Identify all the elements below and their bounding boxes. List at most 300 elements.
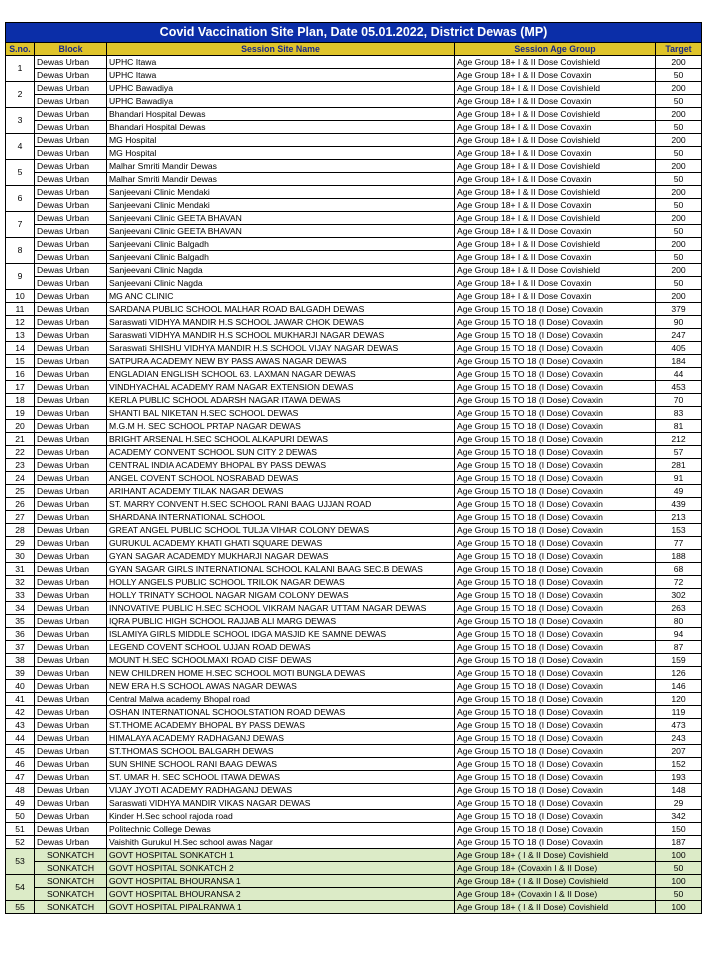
cell-session-site: Malhar Smriti Mandir Dewas (107, 160, 455, 173)
cell-session-site: ARIHANT ACADEMY TILAK NAGAR DEWAS (107, 485, 455, 498)
cell-target: 439 (656, 498, 702, 511)
table-row (6, 186, 702, 199)
table-row (6, 758, 702, 771)
cell-age-group: Age Group 15 TO 18 (I Dose) Covaxin (455, 719, 656, 732)
cell-block: Dewas Urban (35, 706, 107, 719)
cell-session-site: Sanjeevani Clinic Mendaki (107, 199, 455, 212)
table-body (6, 56, 702, 914)
cell-block: Dewas Urban (35, 394, 107, 407)
table-row (6, 524, 702, 537)
cell-sno: 23 (6, 459, 35, 472)
cell-session-site: NEW ERA H.S SCHOOL AWAS NAGAR DEWAS (107, 680, 455, 693)
cell-session-site: ST. MARRY CONVENT H.SEC SCHOOL RANI BAAG UJJAN ROAD (107, 498, 455, 511)
cell-age-group: Age Group 18+ I & II Dose Covishield (455, 212, 656, 225)
cell-age-group: Age Group 18+ I & II Dose Covishield (455, 264, 656, 277)
cell-target: 188 (656, 550, 702, 563)
cell-age-group: Age Group 18+ I & II Dose Covishield (455, 186, 656, 199)
cell-sno: 50 (6, 810, 35, 823)
cell-sno: 6 (6, 186, 35, 212)
table-row (6, 706, 702, 719)
cell-sno: 5 (6, 160, 35, 186)
header-session-site: Session Site Name (107, 43, 455, 56)
cell-age-group: Age Group 15 TO 18 (I Dose) Covaxin (455, 797, 656, 810)
cell-age-group: Age Group 18+ I & II Dose Covishield (455, 134, 656, 147)
cell-target: 200 (656, 82, 702, 95)
cell-block: Dewas Urban (35, 277, 107, 290)
cell-target: 57 (656, 446, 702, 459)
cell-sno: 33 (6, 589, 35, 602)
cell-age-group: Age Group 15 TO 18 (I Dose) Covaxin (455, 615, 656, 628)
cell-target: 213 (656, 511, 702, 524)
cell-sno: 25 (6, 485, 35, 498)
table-row (6, 810, 702, 823)
cell-age-group: Age Group 15 TO 18 (I Dose) Covaxin (455, 511, 656, 524)
cell-sno: 26 (6, 498, 35, 511)
table-row (6, 420, 702, 433)
table-row (6, 121, 702, 134)
cell-session-site: GOVT HOSPITAL PIPALRANWA 1 (107, 901, 455, 914)
cell-age-group: Age Group 18+ I & II Dose Covaxin (455, 225, 656, 238)
table-row (6, 654, 702, 667)
table-row (6, 823, 702, 836)
cell-block: Dewas Urban (35, 498, 107, 511)
cell-session-site: SUN SHINE SCHOOL RANI BAAG DEWAS (107, 758, 455, 771)
cell-block: Dewas Urban (35, 589, 107, 602)
cell-target: 207 (656, 745, 702, 758)
cell-age-group: Age Group 15 TO 18 (I Dose) Covaxin (455, 641, 656, 654)
cell-block: Dewas Urban (35, 212, 107, 225)
table-row (6, 355, 702, 368)
cell-session-site: IQRA PUBLIC HIGH SCHOOL RAJJAB ALI MARG DEWAS (107, 615, 455, 628)
cell-block: Dewas Urban (35, 160, 107, 173)
cell-target: 100 (656, 901, 702, 914)
cell-target: 473 (656, 719, 702, 732)
cell-age-group: Age Group 15 TO 18 (I Dose) Covaxin (455, 407, 656, 420)
cell-block: Dewas Urban (35, 680, 107, 693)
table-row (6, 667, 702, 680)
cell-session-site: ACADEMY CONVENT SCHOOL SUN CITY 2 DEWAS (107, 446, 455, 459)
table-row (6, 485, 702, 498)
table-row (6, 56, 702, 69)
cell-sno: 51 (6, 823, 35, 836)
cell-age-group: Age Group 15 TO 18 (I Dose) Covaxin (455, 810, 656, 823)
cell-session-site: INNOVATIVE PUBLIC H.SEC SCHOOL VIKRAM NAGAR UTTAM NAGAR DEWAS (107, 602, 455, 615)
table-row (6, 849, 702, 862)
cell-block: Dewas Urban (35, 745, 107, 758)
cell-block: Dewas Urban (35, 784, 107, 797)
cell-sno: 36 (6, 628, 35, 641)
cell-sno: 54 (6, 875, 35, 901)
cell-block: Dewas Urban (35, 69, 107, 82)
cell-block: Dewas Urban (35, 836, 107, 849)
cell-block: Dewas Urban (35, 758, 107, 771)
cell-session-site: Sanjeevani Clinic GEETA BHAVAN (107, 212, 455, 225)
cell-session-site: GREAT ANGEL PUBLIC SCHOOL TULJA VIHAR COLONY DEWAS (107, 524, 455, 537)
cell-session-site: Vaishith Gurukul H.Sec school awas Nagar (107, 836, 455, 849)
cell-target: 302 (656, 589, 702, 602)
cell-block: SONKATCH (35, 849, 107, 862)
table-row (6, 264, 702, 277)
cell-session-site: HIMALAYA ACADEMY RADHAGANJ DEWAS (107, 732, 455, 745)
cell-block: Dewas Urban (35, 407, 107, 420)
header-block: Block (35, 43, 107, 56)
cell-age-group: Age Group 18+ I & II Dose Covaxin (455, 147, 656, 160)
cell-block: Dewas Urban (35, 810, 107, 823)
cell-session-site: SATPURA ACADEMY NEW BY PASS AWAS NAGAR DEWAS (107, 355, 455, 368)
cell-age-group: Age Group 15 TO 18 (I Dose) Covaxin (455, 563, 656, 576)
cell-age-group: Age Group 18+ I & II Dose Covaxin (455, 121, 656, 134)
cell-session-site: MG Hospital (107, 134, 455, 147)
cell-session-site: VINDHYACHAL ACADEMY RAM NAGAR EXTENSION DEWAS (107, 381, 455, 394)
cell-session-site: MG ANC CLINIC (107, 290, 455, 303)
cell-target: 50 (656, 199, 702, 212)
cell-sno: 21 (6, 433, 35, 446)
table-row (6, 641, 702, 654)
cell-block: Dewas Urban (35, 446, 107, 459)
table-row (6, 368, 702, 381)
table-row (6, 342, 702, 355)
cell-age-group: Age Group 15 TO 18 (I Dose) Covaxin (455, 693, 656, 706)
table-row (6, 680, 702, 693)
cell-target: 91 (656, 472, 702, 485)
table-row (6, 459, 702, 472)
cell-session-site: ST.THOMAS SCHOOL BALGARH DEWAS (107, 745, 455, 758)
table-row (6, 836, 702, 849)
cell-block: Dewas Urban (35, 693, 107, 706)
cell-target: 72 (656, 576, 702, 589)
cell-session-site: SARDANA PUBLIC SCHOOL MALHAR ROAD BALGADH DEWAS (107, 303, 455, 316)
table-row (6, 719, 702, 732)
cell-sno: 47 (6, 771, 35, 784)
cell-sno: 19 (6, 407, 35, 420)
cell-block: SONKATCH (35, 901, 107, 914)
cell-age-group: Age Group 18+ I & II Dose Covaxin (455, 95, 656, 108)
cell-age-group: Age Group 18+ (Covaxin I & II Dose) (455, 862, 656, 875)
cell-block: SONKATCH (35, 875, 107, 888)
cell-target: 50 (656, 888, 702, 901)
table-row (6, 576, 702, 589)
table-row (6, 550, 702, 563)
cell-sno: 41 (6, 693, 35, 706)
cell-block: Dewas Urban (35, 797, 107, 810)
cell-session-site: GOVT HOSPITAL BHOURANSA 2 (107, 888, 455, 901)
table-row (6, 95, 702, 108)
cell-session-site: Kinder H.Sec school rajoda road (107, 810, 455, 823)
cell-age-group: Age Group 15 TO 18 (I Dose) Covaxin (455, 524, 656, 537)
cell-age-group: Age Group 15 TO 18 (I Dose) Covaxin (455, 823, 656, 836)
cell-target: 49 (656, 485, 702, 498)
table-row (6, 797, 702, 810)
cell-age-group: Age Group 15 TO 18 (I Dose) Covaxin (455, 706, 656, 719)
cell-age-group: Age Group 15 TO 18 (I Dose) Covaxin (455, 628, 656, 641)
cell-target: 200 (656, 238, 702, 251)
cell-target: 263 (656, 602, 702, 615)
cell-sno: 24 (6, 472, 35, 485)
cell-target: 70 (656, 394, 702, 407)
cell-block: Dewas Urban (35, 290, 107, 303)
cell-target: 200 (656, 56, 702, 69)
table-row (6, 69, 702, 82)
cell-sno: 52 (6, 836, 35, 849)
table-row (6, 693, 702, 706)
cell-sno: 46 (6, 758, 35, 771)
cell-block: Dewas Urban (35, 342, 107, 355)
cell-block: Dewas Urban (35, 537, 107, 550)
cell-target: 120 (656, 693, 702, 706)
cell-block: SONKATCH (35, 862, 107, 875)
cell-block: Dewas Urban (35, 303, 107, 316)
cell-age-group: Age Group 18+ (Covaxin I & II Dose) (455, 888, 656, 901)
cell-age-group: Age Group 15 TO 18 (I Dose) Covaxin (455, 394, 656, 407)
cell-age-group: Age Group 18+ I & II Dose Covaxin (455, 173, 656, 186)
cell-age-group: Age Group 15 TO 18 (I Dose) Covaxin (455, 732, 656, 745)
cell-session-site: Politechnic College Dewas (107, 823, 455, 836)
cell-sno: 45 (6, 745, 35, 758)
cell-sno: 44 (6, 732, 35, 745)
cell-age-group: Age Group 15 TO 18 (I Dose) Covaxin (455, 420, 656, 433)
table-row (6, 433, 702, 446)
cell-session-site: ST. UMAR H. SEC SCHOOL ITAWA DEWAS (107, 771, 455, 784)
table-row (6, 134, 702, 147)
cell-session-site: KERLA PUBLIC SCHOOL ADARSH NAGAR ITAWA DEWAS (107, 394, 455, 407)
cell-sno: 48 (6, 784, 35, 797)
cell-target: 150 (656, 823, 702, 836)
table-row (6, 290, 702, 303)
cell-session-site: NEW CHILDREN HOME H.SEC SCHOOL MOTI BUNGLA DEWAS (107, 667, 455, 680)
cell-sno: 15 (6, 355, 35, 368)
cell-session-site: Saraswati VIDHYA MANDIR H.S SCHOOL MUKHARJI NAGAR DEWAS (107, 329, 455, 342)
cell-block: Dewas Urban (35, 56, 107, 69)
table-row (6, 251, 702, 264)
cell-age-group: Age Group 18+ ( I & II Dose) Covishield (455, 901, 656, 914)
cell-block: Dewas Urban (35, 173, 107, 186)
cell-session-site: GOVT HOSPITAL SONKATCH 2 (107, 862, 455, 875)
cell-block: Dewas Urban (35, 186, 107, 199)
cell-session-site: Sanjeevani Clinic GEETA BHAVAN (107, 225, 455, 238)
table-row (6, 394, 702, 407)
site-plan-table (5, 22, 702, 914)
cell-block: Dewas Urban (35, 628, 107, 641)
cell-target: 50 (656, 862, 702, 875)
table-row (6, 732, 702, 745)
cell-block: Dewas Urban (35, 511, 107, 524)
cell-session-site: Bhandari Hospital Dewas (107, 108, 455, 121)
table-row (6, 147, 702, 160)
cell-block: Dewas Urban (35, 225, 107, 238)
cell-block: Dewas Urban (35, 433, 107, 446)
cell-target: 83 (656, 407, 702, 420)
cell-block: Dewas Urban (35, 95, 107, 108)
table-row (6, 901, 702, 914)
cell-age-group: Age Group 18+ I & II Dose Covaxin (455, 251, 656, 264)
cell-target: 184 (656, 355, 702, 368)
cell-age-group: Age Group 15 TO 18 (I Dose) Covaxin (455, 602, 656, 615)
cell-session-site: ANGEL COVENT SCHOOL NOSRABAD DEWAS (107, 472, 455, 485)
table-row (6, 537, 702, 550)
cell-session-site: ISLAMIYA GIRLS MIDDLE SCHOOL IDGA MASJID KE SAMNE DEWAS (107, 628, 455, 641)
cell-age-group: Age Group 18+ I & II Dose Covishield (455, 238, 656, 251)
table-row (6, 316, 702, 329)
cell-sno: 31 (6, 563, 35, 576)
cell-session-site: Central Malwa academy Bhopal road (107, 693, 455, 706)
table-row (6, 329, 702, 342)
cell-session-site: Sanjeevani Clinic Balgadh (107, 238, 455, 251)
cell-target: 68 (656, 563, 702, 576)
cell-block: Dewas Urban (35, 199, 107, 212)
cell-session-site: GYAN SAGAR GIRLS INTERNATIONAL SCHOOL KALANI BAAG SEC.B DEWAS (107, 563, 455, 576)
cell-age-group: Age Group 15 TO 18 (I Dose) Covaxin (455, 472, 656, 485)
cell-sno: 8 (6, 238, 35, 264)
cell-session-site: BRIGHT ARSENAL H.SEC SCHOOL ALKAPURI DEWAS (107, 433, 455, 446)
cell-sno: 27 (6, 511, 35, 524)
cell-session-site: Sanjeevani Clinic Mendaki (107, 186, 455, 199)
cell-sno: 14 (6, 342, 35, 355)
cell-sno: 16 (6, 368, 35, 381)
table-row (6, 277, 702, 290)
cell-sno: 40 (6, 680, 35, 693)
cell-session-site: Saraswati SHISHU VIDHYA MANDIR H.S SCHOOL VIJAY NAGAR DEWAS (107, 342, 455, 355)
cell-age-group: Age Group 15 TO 18 (I Dose) Covaxin (455, 381, 656, 394)
table-row (6, 875, 702, 888)
cell-target: 200 (656, 264, 702, 277)
cell-target: 148 (656, 784, 702, 797)
cell-age-group: Age Group 18+ I & II Dose Covaxin (455, 277, 656, 290)
cell-age-group: Age Group 15 TO 18 (I Dose) Covaxin (455, 680, 656, 693)
cell-session-site: Sanjeevani Clinic Nagda (107, 277, 455, 290)
cell-age-group: Age Group 15 TO 18 (I Dose) Covaxin (455, 498, 656, 511)
cell-block: Dewas Urban (35, 121, 107, 134)
cell-sno: 3 (6, 108, 35, 134)
cell-target: 100 (656, 875, 702, 888)
cell-target: 50 (656, 225, 702, 238)
cell-session-site: SHARDANA INTERNATIONAL SCHOOL (107, 511, 455, 524)
cell-block: Dewas Urban (35, 251, 107, 264)
cell-age-group: Age Group 15 TO 18 (I Dose) Covaxin (455, 459, 656, 472)
cell-target: 243 (656, 732, 702, 745)
table-row (6, 212, 702, 225)
cell-target: 379 (656, 303, 702, 316)
cell-age-group: Age Group 15 TO 18 (I Dose) Covaxin (455, 654, 656, 667)
cell-age-group: Age Group 15 TO 18 (I Dose) Covaxin (455, 368, 656, 381)
cell-session-site: UPHC Itawa (107, 56, 455, 69)
header-age-group: Session Age Group (455, 43, 656, 56)
vaccination-plan-sheet (5, 22, 701, 914)
cell-session-site: MOUNT H.SEC SCHOOLMAXI ROAD CISF DEWAS (107, 654, 455, 667)
cell-block: Dewas Urban (35, 82, 107, 95)
cell-target: 119 (656, 706, 702, 719)
cell-session-site: GYAN SAGAR ACADEMDY MUKHARJI NAGAR DEWAS (107, 550, 455, 563)
cell-target: 50 (656, 173, 702, 186)
cell-age-group: Age Group 15 TO 18 (I Dose) Covaxin (455, 758, 656, 771)
table-row (6, 160, 702, 173)
cell-target: 281 (656, 459, 702, 472)
cell-block: Dewas Urban (35, 732, 107, 745)
cell-sno: 37 (6, 641, 35, 654)
cell-age-group: Age Group 18+ I & II Dose Covishield (455, 56, 656, 69)
cell-session-site: GOVT HOSPITAL SONKATCH 1 (107, 849, 455, 862)
table-row (6, 472, 702, 485)
cell-age-group: Age Group 15 TO 18 (I Dose) Covaxin (455, 745, 656, 758)
cell-session-site: Saraswati VIDHYA MANDIR VIKAS NAGAR DEWAS (107, 797, 455, 810)
cell-session-site: M.G.M H. SEC SCHOOL PRTAP NAGAR DEWAS (107, 420, 455, 433)
cell-age-group: Age Group 18+ I & II Dose Covishield (455, 82, 656, 95)
cell-block: Dewas Urban (35, 472, 107, 485)
cell-target: 80 (656, 615, 702, 628)
cell-block: Dewas Urban (35, 420, 107, 433)
cell-age-group: Age Group 15 TO 18 (I Dose) Covaxin (455, 329, 656, 342)
cell-age-group: Age Group 15 TO 18 (I Dose) Covaxin (455, 485, 656, 498)
cell-target: 50 (656, 147, 702, 160)
cell-block: Dewas Urban (35, 667, 107, 680)
cell-target: 81 (656, 420, 702, 433)
cell-target: 50 (656, 251, 702, 264)
cell-age-group: Age Group 15 TO 18 (I Dose) Covaxin (455, 771, 656, 784)
table-row (6, 771, 702, 784)
cell-age-group: Age Group 18+ ( I & II Dose) Covishield (455, 875, 656, 888)
cell-session-site: ST.THOME ACADEMY BHOPAL BY PASS DEWAS (107, 719, 455, 732)
cell-session-site: SHANTI BAL NIKETAN H.SEC SCHOOL DEWAS (107, 407, 455, 420)
cell-sno: 53 (6, 849, 35, 875)
cell-block: Dewas Urban (35, 602, 107, 615)
cell-session-site: Saraswati VIDHYA MANDIR H.S SCHOOL JAWAR CHOK DEWAS (107, 316, 455, 329)
cell-sno: 7 (6, 212, 35, 238)
cell-sno: 43 (6, 719, 35, 732)
cell-target: 44 (656, 368, 702, 381)
cell-target: 453 (656, 381, 702, 394)
cell-block: Dewas Urban (35, 771, 107, 784)
cell-target: 100 (656, 849, 702, 862)
cell-sno: 55 (6, 901, 35, 914)
cell-sno: 29 (6, 537, 35, 550)
cell-age-group: Age Group 15 TO 18 (I Dose) Covaxin (455, 667, 656, 680)
cell-sno: 17 (6, 381, 35, 394)
cell-age-group: Age Group 15 TO 18 (I Dose) Covaxin (455, 355, 656, 368)
table-row (6, 784, 702, 797)
cell-age-group: Age Group 15 TO 18 (I Dose) Covaxin (455, 303, 656, 316)
cell-target: 200 (656, 186, 702, 199)
cell-target: 50 (656, 69, 702, 82)
cell-target: 405 (656, 342, 702, 355)
cell-block: Dewas Urban (35, 550, 107, 563)
cell-session-site: MG Hospital (107, 147, 455, 160)
cell-block: Dewas Urban (35, 654, 107, 667)
cell-sno: 28 (6, 524, 35, 537)
cell-sno: 42 (6, 706, 35, 719)
cell-sno: 39 (6, 667, 35, 680)
cell-age-group: Age Group 15 TO 18 (I Dose) Covaxin (455, 446, 656, 459)
cell-block: Dewas Urban (35, 823, 107, 836)
cell-sno: 32 (6, 576, 35, 589)
cell-block: Dewas Urban (35, 563, 107, 576)
cell-block: Dewas Urban (35, 238, 107, 251)
cell-session-site: ENGLADIAN ENGLISH SCHOOL 63. LAXMAN NAGAR DEWAS (107, 368, 455, 381)
cell-sno: 4 (6, 134, 35, 160)
cell-age-group: Age Group 18+ ( I & II Dose) Covishield (455, 849, 656, 862)
cell-session-site: UPHC Itawa (107, 69, 455, 82)
table-row (6, 602, 702, 615)
cell-target: 342 (656, 810, 702, 823)
cell-target: 77 (656, 537, 702, 550)
table-row (6, 511, 702, 524)
cell-session-site: VIJAY JYOTI ACADEMY RADHAGANJ DEWAS (107, 784, 455, 797)
cell-age-group: Age Group 15 TO 18 (I Dose) Covaxin (455, 550, 656, 563)
cell-age-group: Age Group 15 TO 18 (I Dose) Covaxin (455, 784, 656, 797)
cell-session-site: Sanjeevani Clinic Balgadh (107, 251, 455, 264)
cell-age-group: Age Group 15 TO 18 (I Dose) Covaxin (455, 316, 656, 329)
cell-sno: 12 (6, 316, 35, 329)
table-row (6, 407, 702, 420)
cell-target: 50 (656, 277, 702, 290)
